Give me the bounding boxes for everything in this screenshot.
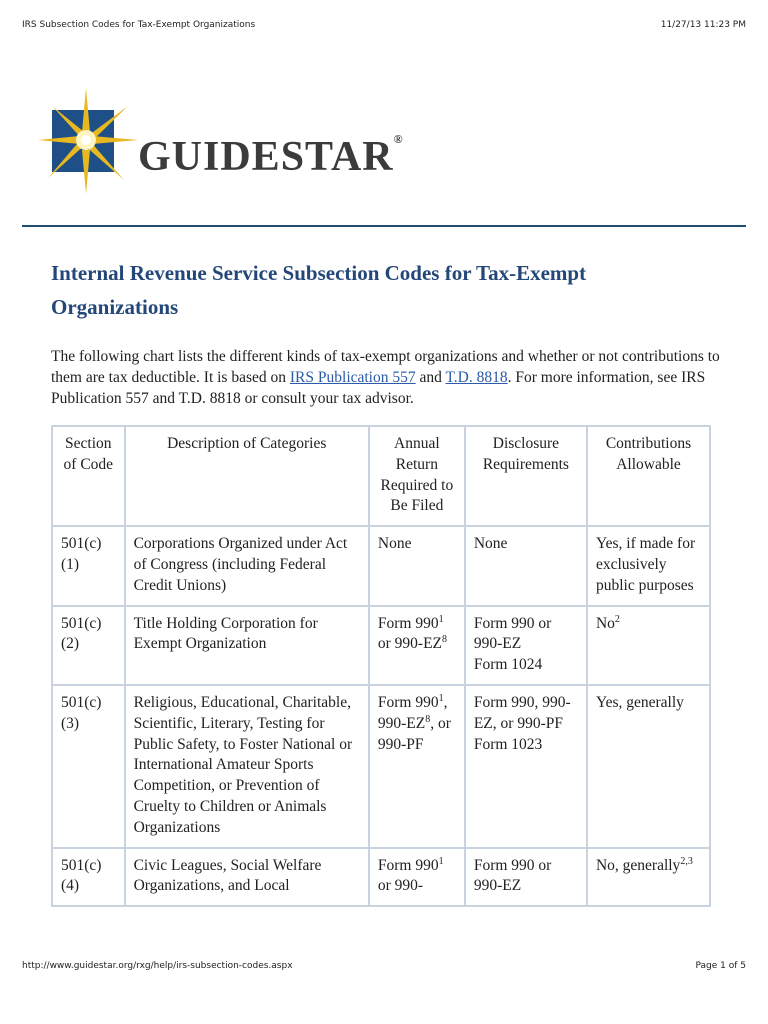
cell-annual-return: None xyxy=(369,526,465,605)
header-annual-return: Annual Return Required to Be Filed xyxy=(369,426,465,526)
document-title: IRS Subsection Codes for Tax-Exempt Organizations xyxy=(22,20,256,30)
intro-paragraph: The following chart lists the different kinds of tax-exempt organizations and whether or not contributions to them are tax deductible. It is based on IRS Publication 557 and T.D. 8818. For more information, see IRS Publication 557 and T.D. 8818 or consult your tax advisor. xyxy=(51,348,720,407)
cell-contributions: Yes, if made for exclusively public purposes xyxy=(587,526,710,605)
cell-annual-return: Form $990^1$, $990-EZ^8$, or 990-PF xyxy=(369,685,465,848)
print-header xyxy=(22,20,746,30)
cell-description: Religious, Educational, Charitable, Scientific, Literary, Testing for Public Safety, to Foster National or International Amateur Sports Competition, or Prevention of Cruelty to Children or Animals Organizations xyxy=(125,685,369,848)
cell-annual-return: Form $990^1$ or 990- xyxy=(369,848,465,907)
table-row xyxy=(52,606,710,685)
cell-annual-return: Form $990^1$ or $990-EZ^8$ xyxy=(369,606,465,685)
cell-disclosure: None xyxy=(465,526,587,605)
table-row xyxy=(52,848,710,907)
cell-description: Title Holding Corporation for Exempt Organization xyxy=(125,606,369,685)
link-td-8818[interactable]: T.D. 8818 xyxy=(445,369,508,386)
link-irs-publication-557[interactable]: IRS Publication 557 xyxy=(289,369,416,386)
header-divider xyxy=(22,225,746,227)
cell-section: 501(c) (3) xyxy=(52,685,125,848)
cell-section: 501(c) (4) xyxy=(52,848,125,907)
header-disclosure: Disclosure Requirements xyxy=(465,426,587,526)
cell-contributions: No$^2$ xyxy=(587,606,710,685)
guidestar-logo[interactable] xyxy=(38,88,404,198)
print-timestamp: 11/27/13 11:23 PM xyxy=(660,20,746,30)
subsection-codes-table xyxy=(51,425,711,907)
page-title: Internal Revenue Service Subsection Codes for Tax-Exempt Organizations xyxy=(51,261,587,319)
star-burst-icon xyxy=(38,88,138,198)
cell-disclosure: Form 990 or 990-EZ xyxy=(465,848,587,907)
cell-contributions: No, generally$^{2,3}$ xyxy=(587,848,710,907)
logo-wordmark: GUIDESTAR® xyxy=(138,132,404,180)
cell-section: 501(c) (2) xyxy=(52,606,125,685)
table-header-row xyxy=(52,426,710,526)
header-contributions: Contributions Allowable xyxy=(587,426,710,526)
header-section: Section of Code xyxy=(52,426,125,526)
cell-section: 501(c) (1) xyxy=(52,526,125,605)
header-description: Description of Categories xyxy=(125,426,369,526)
table-row xyxy=(52,526,710,605)
source-url: http://www.guidestar.org/rxg/help/irs-subsection-codes.aspx xyxy=(22,961,293,971)
page-number: Page 1 of 5 xyxy=(695,961,746,971)
page-break-mask xyxy=(0,940,768,1024)
cell-disclosure: Form 990 or 990-EZ Form 1024 xyxy=(465,606,587,685)
cell-description: Civic Leagues, Social Welfare Organizations, and Local xyxy=(125,848,369,907)
cell-disclosure: Form 990, 990-EZ, or 990-PF Form 1023 xyxy=(465,685,587,848)
cell-contributions: Yes, generally xyxy=(587,685,710,848)
cell-description: Corporations Organized under Act of Congress (including Federal Credit Unions) xyxy=(125,526,369,605)
print-footer xyxy=(22,961,746,971)
table-row xyxy=(52,685,710,848)
